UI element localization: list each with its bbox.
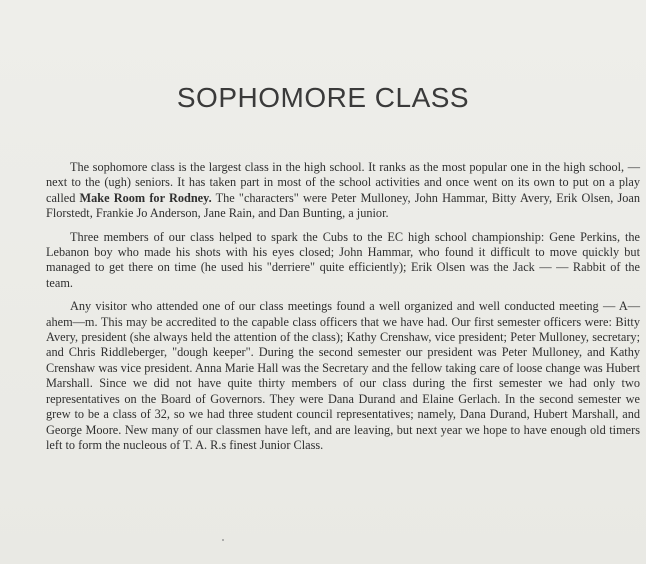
paragraph-play	[46, 160, 640, 222]
paragraph-play-intro: The sophomore class is the largest class in the high school. It ranks as the most popular one in the high school, — next to the (ugh) seniors. It has taken part in most of the school activities and once went on its own to put on a play called	[46, 160, 640, 205]
paragraph-officers: Any visitor who attended one of our class meetings found a well organized and well conducted meeting — A—ahem—m. This may be accredited to the capable class officers that we have had. Our first semester officers were: Bitty Avery, president (she always held the attention of the class); Kathy Crenshaw, vice president; Peter Mulloney, secretary; and Chris Riddleberger, "dough keeper". During the second semester our president was Peter Mulloney, and Kathy Crenshaw was vice president. Anna Marie Hall was the Secretary and the fellow taking care of loose change was Hubert Marshall. Since we did not have quite thirty members of our class during the first semester we had only two representatives on the Board of Governors. They were Dana Durand and Elaine Gerlach. In the second semester we grew to be a class of 32, so we had three student council representatives; namely, Dana Durand, Hubert Marshall, and George Moore. New many of our classmen have left, and are leaving, but next year we hope to have enough old timers left to form the nucleous of T. A. R.s finest Junior Class.	[46, 299, 640, 452]
article-body	[46, 160, 640, 461]
print-speck	[222, 539, 224, 541]
page-title: SOPHOMORE CLASS	[176, 82, 470, 113]
paragraph-basketball: Three members of our class helped to spark the Cubs to the EC high school championship: Gene Perkins, the Lebanon boy who made his shots with his eyes closed; John Hammar, who found it difficult to move quickly but managed to get there on time (he used his "derriere" quite efficiently); Erik Olsen was the Jack — — Rabbit of the team.	[46, 229, 640, 290]
play-title: Make Room for Rodney.	[79, 190, 212, 205]
paragraph-play-characters: The "characters" were Peter Mulloney, John Hammar, Bitty Avery, Erik Olsen, Joan Florstedt, Frankie Jo Anderson, Jane Rain, and Dan Bunting, a junior.	[46, 190, 640, 221]
